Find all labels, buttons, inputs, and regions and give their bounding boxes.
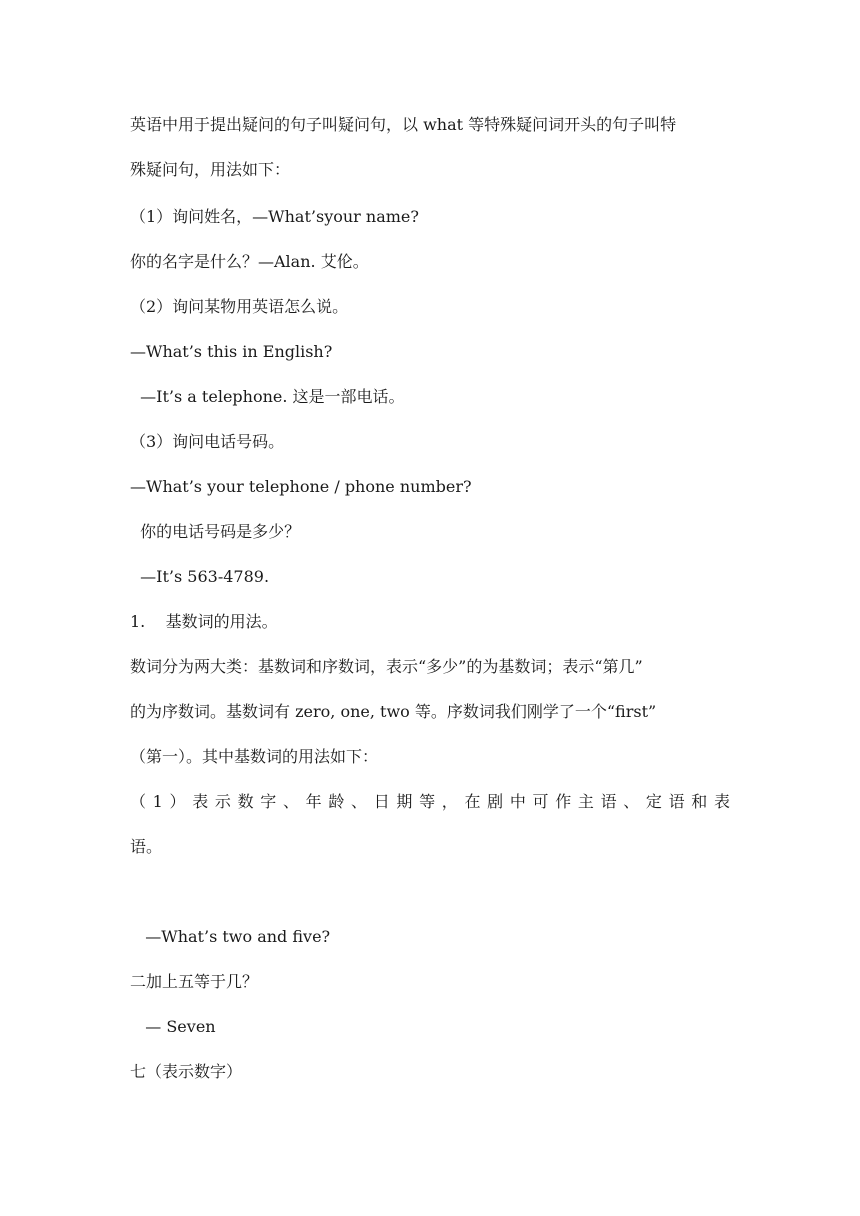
item-ask-name: （1）询问姓名，—What’syour name? [130,207,419,226]
paragraph-numbers-line-2: 的为序数词。基数词有 zero, one, two 等。序数词我们刚学了一个“first” [130,702,657,721]
paragraph-numbers-line-1: 数词分为两大类：基数词和序数词，表示“多少”的为基数词；表示“第几” [130,657,643,676]
example-answer-seven-translation: 七（表示数字） [130,1062,243,1081]
example-question-addition-translation: 二加上五等于几？ [130,972,259,991]
example-answer-phone: —It’s 563-4789. [130,567,270,586]
example-question-english: —What’s this in English? [130,342,333,361]
item-cardinal-usage-continued: 语。 [130,837,163,856]
paragraph-intro-line-1: 英语中用于提出疑问的句子叫疑问句，以 what 等特殊疑问词开头的句子叫特 [130,115,677,134]
item-ask-english-name: （2）询问某物用英语怎么说。 [130,297,349,316]
example-question-phone: —What’s your telephone / phone number? [130,477,472,496]
example-question-phone-translation: 你的电话号码是多少？ [130,522,301,541]
example-answer-telephone: —It’s a telephone. 这是一部电话。 [130,387,405,406]
item-cardinal-usage: （1）表示数字、年龄、日期等，在剧中可作主语、定语和表 [130,792,730,811]
paragraph-numbers-line-3: （第一）。其中基数词的用法如下： [130,747,379,766]
example-question-addition: —What’s two and five? [130,927,331,946]
item-ask-name-translation: 你的名字是什么？—Alan. 艾伦。 [130,252,369,271]
section-heading-cardinal-numbers: 1. 基数词的用法。 [130,612,278,631]
paragraph-intro-line-2: 殊疑问句，用法如下： [130,160,291,179]
example-answer-seven: — Seven [130,1017,216,1036]
item-ask-phone-number: （3）询问电话号码。 [130,432,285,451]
